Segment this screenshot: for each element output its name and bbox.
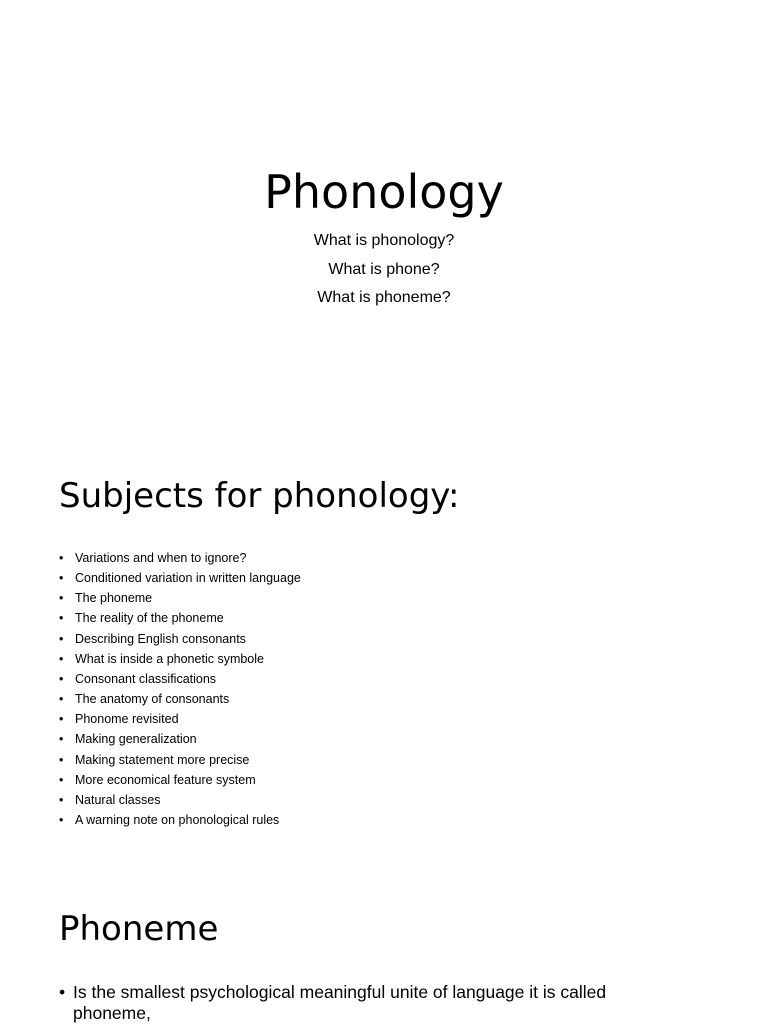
bullet-icon: • [59, 551, 64, 565]
bullet-icon: • [59, 571, 64, 586]
subjects-heading: Subjects for phonology: [59, 476, 460, 516]
list-item-label: Describing English consonants [75, 631, 246, 646]
bullet-icon: • [59, 732, 64, 747]
subjects-list [59, 548, 301, 830]
subtitle-line: What is phonology? [313, 232, 455, 249]
phoneme-definition-text: Is the smallest psychological meaningful unite of language it is called phoneme, [73, 982, 607, 1023]
list-item-label: A warning note on phonological rules [75, 813, 280, 828]
list-item [59, 649, 301, 669]
subtitle-line: What is phoneme? [317, 289, 451, 306]
list-item-label: Phonome revisited [75, 712, 179, 727]
bullet-icon: • [59, 591, 64, 606]
list-item-label: Conditioned variation in written language [75, 571, 301, 586]
bullet-icon: • [59, 631, 64, 646]
phoneme-definition [59, 982, 673, 1024]
title-slide [0, 0, 768, 420]
list-item-label: What is inside a phonetic symbole [75, 651, 264, 666]
bullet-icon: • [59, 792, 64, 807]
list-item [59, 568, 301, 588]
list-item [59, 810, 301, 830]
list-item [59, 750, 301, 770]
list-item-label: Making generalization [75, 732, 197, 747]
list-item [59, 709, 301, 729]
list-item [59, 669, 301, 689]
bullet-icon: • [59, 982, 66, 1002]
list-item-label: The reality of the phoneme [75, 611, 224, 626]
bullet-icon: • [59, 671, 64, 686]
list-item-label: The anatomy of consonants [75, 692, 230, 707]
phoneme-slide [0, 860, 768, 1024]
bullet-icon: • [59, 651, 64, 666]
bullet-icon: • [59, 611, 64, 626]
list-item-label: Consonant classifications [75, 671, 217, 686]
list-item [59, 629, 301, 649]
list-item [59, 608, 301, 628]
slide-title: Phonology [264, 165, 504, 219]
subjects-slide [0, 420, 768, 860]
list-item-label: Making statement more precise [75, 752, 250, 767]
bullet-icon: • [59, 772, 64, 787]
bullet-icon: • [59, 813, 64, 828]
list-item [59, 548, 301, 568]
phoneme-heading: Phoneme [59, 909, 219, 949]
subtitle-line: What is phone? [328, 260, 440, 278]
list-item [59, 790, 301, 810]
list-item [59, 770, 301, 790]
list-item [59, 588, 301, 608]
subtitle-list [0, 227, 768, 313]
bullet-icon: • [59, 692, 64, 707]
list-item-label: More economical feature system [75, 772, 256, 787]
list-item [59, 689, 301, 709]
list-item-label: The phoneme [75, 591, 153, 606]
bullet-icon: • [59, 752, 64, 767]
list-item [59, 729, 301, 749]
list-item-label: Natural classes [75, 792, 161, 807]
list-item-label: Variations and when to ignore? [75, 551, 247, 565]
bullet-icon: • [59, 712, 64, 727]
